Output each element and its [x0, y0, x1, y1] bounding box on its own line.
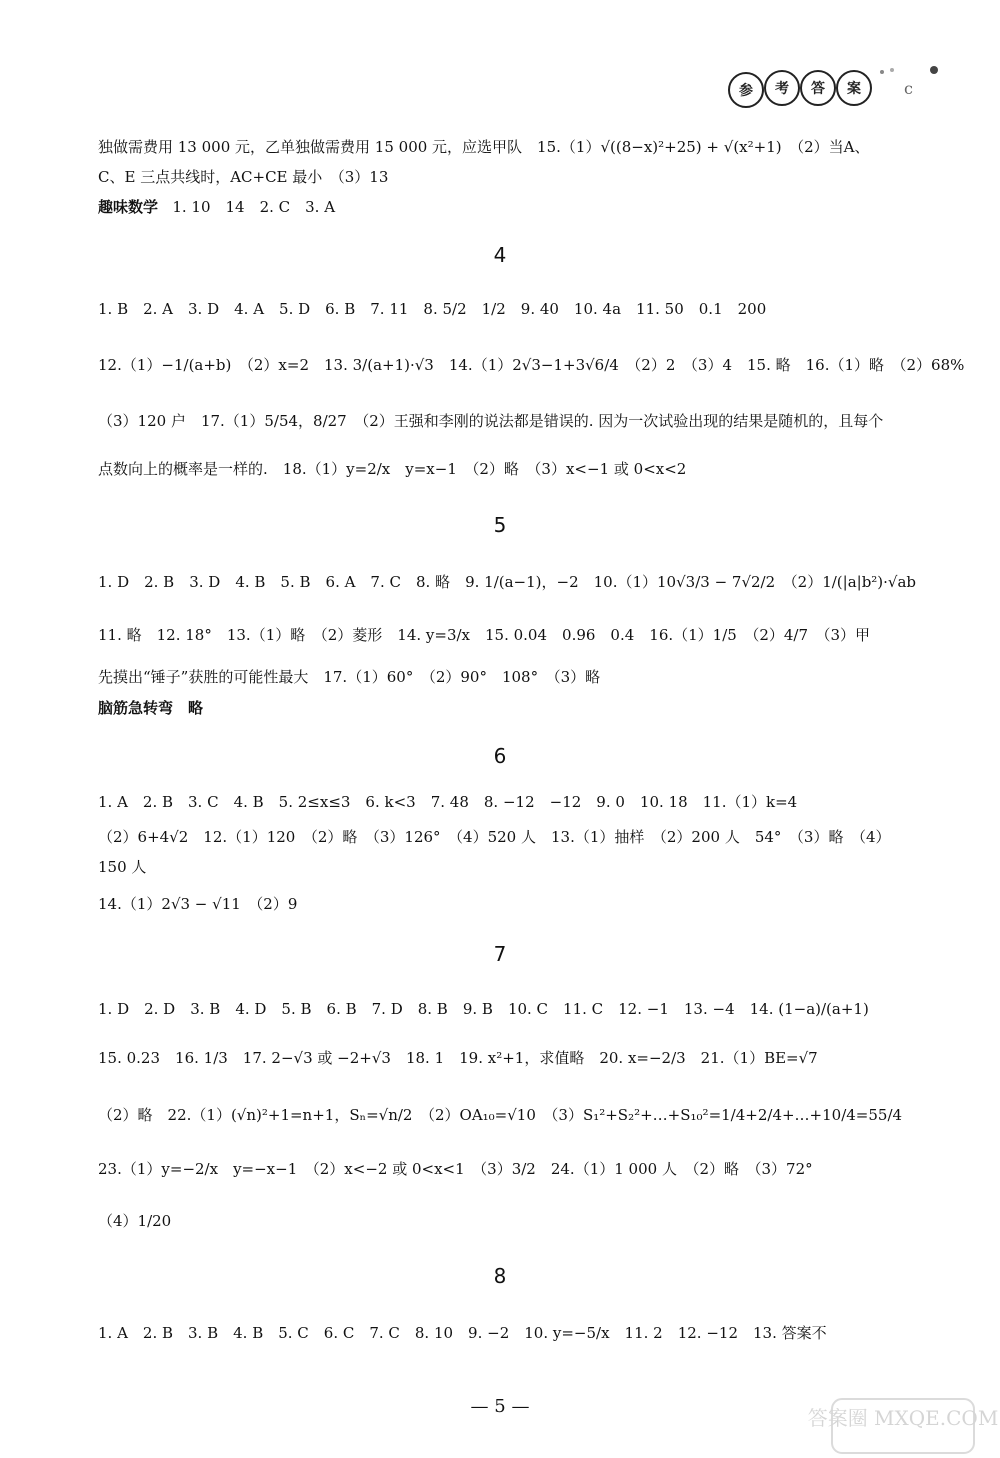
svg-text:c: c: [904, 79, 913, 98]
section-6-line-3: 150 人: [98, 858, 147, 876]
svg-text:案: 案: [847, 81, 861, 97]
section-title-8: 8: [493, 1264, 507, 1288]
section-4-line-3: （3）120 户 17.（1）5/54，8/27 （2）王强和李刚的说法都是错误的. 因为一次试验出现的结果是随机的，且每个: [98, 412, 884, 430]
section-7-line-2: 15. 0.23 16. 1/3 17. 2−√3 或 −2+√3 18. 1 19. x²+1，求值略 20. x=−2/3 21.（1）BE=√7: [98, 1049, 818, 1067]
section-5-line-2: 11. 略 12. 18° 13.（1）略 （2）菱形 14. y=3/x 15. 0.04 0.96 0.4 16.（1）1/5 （2）4/7 （3）甲: [98, 626, 871, 644]
section-6-line-4: 14.（1）2√3 − √11 （2）9: [98, 895, 298, 913]
section-4-line-2: 12.（1）−1/(a+b) （2）x=2 13. 3/(a+1)·√3 14.（1）2√3−1+3√6/4 （2）2 （3）4 15. 略 16.（1）略 （2）68%: [98, 356, 965, 374]
section-8-line-1: 1. A 2. B 3. B 4. B 5. C 6. C 7. C 8. 10 9. −2 10. y=−5/x 11. 2 12. −12 13. 答案不: [98, 1324, 827, 1342]
top-line-2: C、E 三点共线时，AC+CE 最小 （3）13: [98, 168, 389, 186]
section-title-7: 7: [493, 942, 507, 966]
fun-math-answers: 1. 10 14 2. C 3. A: [172, 198, 336, 216]
section-7-line-5: （4）1/20: [98, 1212, 172, 1230]
watermark-text: 答案圈 MXQE.COM: [807, 1406, 999, 1430]
svg-text:考: 考: [775, 81, 789, 97]
section-title-4: 4: [493, 243, 507, 267]
fun-math-line: [98, 196, 920, 218]
svg-text:参: 参: [739, 83, 753, 99]
section-7-line-4: 23.（1）y=−2/x y=−x−1 （2）x<−2 或 0<x<1 （3）3/2 24.（1）1 000 人 （2）略 （3）72°: [98, 1160, 813, 1178]
section-6-line-2: （2）6+4√2 12.（1）120 （2）略 （3）126° （4）520 人 13.（1）抽样 （2）200 人 54° （3）略 （4）: [98, 828, 891, 846]
section-4-line-1: 1. B 2. A 3. D 4. A 5. D 6. B 7. 11 8. 5/2 1/2 9. 40 10. 4a 11. 50 0.1 200: [98, 300, 767, 318]
section-7-line-3: （2）略 22.（1）(√n)²+1=n+1，Sₙ=√n/2 （2）OA₁₀=√10 （3）S₁²+S₂²+…+S₁₀²=1/4+2/4+…+10/4=55/4: [98, 1106, 903, 1124]
section-5-line-4: 脑筋急转弯 略: [98, 699, 204, 717]
section-5-line-1: 1. D 2. B 3. D 4. B 5. B 6. A 7. C 8. 略 9. 1/(a−1)，−2 10.（1）10√3/3 − 7√2/2 （2）1/(|a|b²)·√ab: [98, 573, 917, 591]
answer-logo-icon: [724, 64, 944, 112]
section-5-line-3: 先摸出“锤子”获胜的可能性最大 17.（1）60° （2）90° 108° （3）略: [98, 668, 601, 686]
section-title-6: 6: [493, 744, 507, 768]
section-title-5: 5: [493, 513, 507, 537]
section-4-line-4: 点数向上的概率是一样的. 18.（1）y=2/x y=x−1 （2）略 （3）x<−1 或 0<x<2: [98, 460, 687, 478]
top-line-1: 独做需费用 13 000 元，乙单独做需费用 15 000 元，应选甲队 15.（1）√((8−x)²+25) + √(x²+1) （2）当A、: [98, 138, 870, 156]
svg-text:答: 答: [811, 81, 825, 97]
watermark-logo: [807, 1395, 999, 1457]
section-7-line-1: 1. D 2. D 3. B 4. D 5. B 6. B 7. D 8. B 9. B 10. C 11. C 12. −1 13. −4 14. (1−a)/(a+1): [98, 1000, 869, 1018]
section-6-line-1: 1. A 2. B 3. C 4. B 5. 2≤x≤3 6. k<3 7. 48 8. −12 −12 9. 0 10. 18 11.（1）k=4: [98, 793, 798, 811]
fun-math-label: 趣味数学: [98, 198, 159, 216]
page-number: — 5 —: [470, 1396, 530, 1417]
